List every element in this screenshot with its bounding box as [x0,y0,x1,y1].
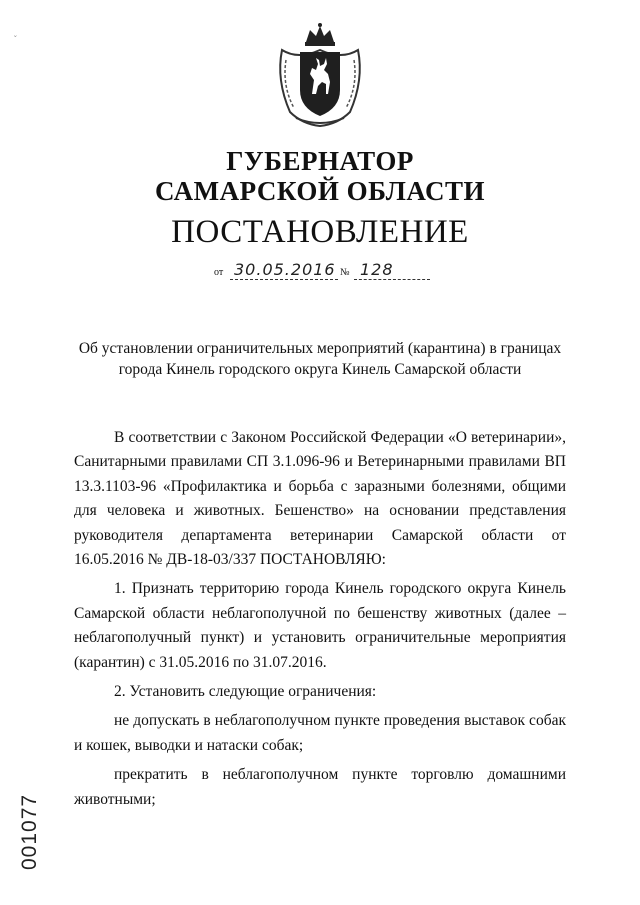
document-subject [60,338,580,380]
date-prefix: от [214,267,224,278]
registration-stamp: 001077 [18,793,41,870]
subject-line: города Кинель городского округа Кинель Самарской области [118,361,522,378]
handwritten-date: 30.05.2016 [234,260,336,279]
date-underline [230,279,338,280]
date-number-line [210,258,440,284]
document-body [74,426,566,812]
body-paragraph: не допускать в неблагополучном пункте проведения выставок собак и кошек, выводки и натаски собак; [74,712,566,754]
document-type: ПОСТАНОВЛЕНИЕ [171,214,469,250]
body-paragraph: 1. Признать территорию города Кинель городского округа Кинель Самарской области неблагополучной по бешенству животных (далее – неблагополучный пункт) и установить ограничительные мероприятия (карантин) с 31.05.2016 по 31.07.2016. [74,580,566,671]
body-paragraph: 2. Установить следующие ограничения: [114,683,377,701]
authority-title-line2: САМАРСКОЙ ОБЛАСТИ [154,176,486,206]
coat-of-arms-icon [272,20,368,128]
authority-title-line1: ГУБЕРНАТОР [226,146,414,176]
body-paragraph: В соответствии с Законом Российской Федерации «О ветеринарии», Санитарными правилами СП 3.1.096-96 и Ветеринарными правилами ВП 13.3.1103-96 «Профилактика и борьба с заразными болезнями, общими для человека и животных. Бешенство» на основании представления руководителя департамента ветеринарии Самарской области от 16.05.2016 № ДВ-18-03/337 ПОСТАНОВЛЯЮ: [74,429,566,569]
number-underline [354,279,430,280]
scan-mark: ˘ [14,34,17,43]
body-paragraph: прекратить в неблагополучном пункте торговлю домашними животными; [74,766,566,808]
subject-line: Об установлении ограничительных мероприятий (карантина) в границах [78,340,562,357]
number-prefix: № [340,267,350,278]
handwritten-number: 128 [360,260,394,279]
